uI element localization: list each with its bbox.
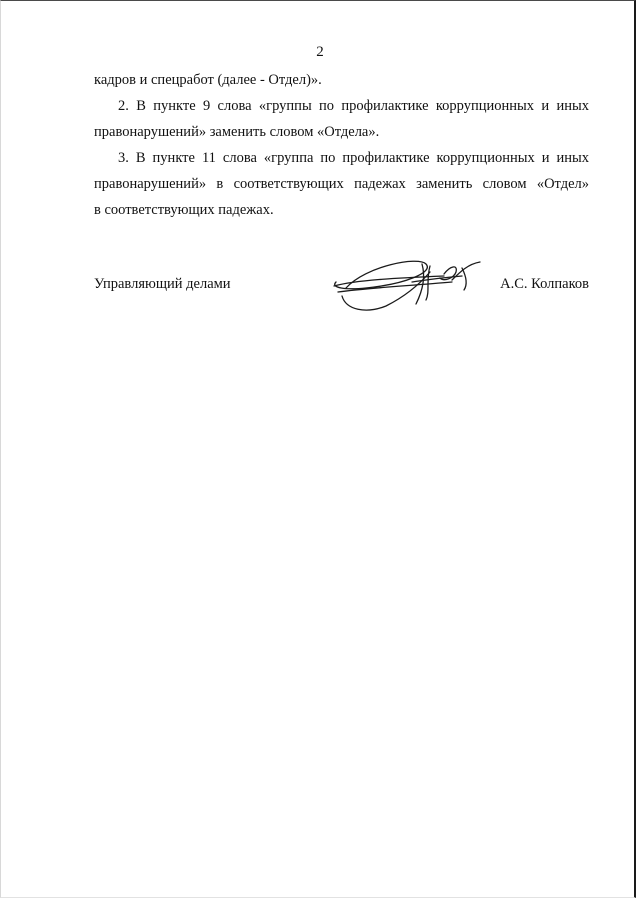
text-line: правонарушений» заменить словом «Отдела».	[94, 124, 380, 140]
signer-position: Управляющий делами	[94, 276, 231, 292]
item-2-continuation	[94, 119, 589, 145]
item-2-paragraph	[94, 93, 589, 119]
signature-block	[94, 276, 589, 296]
text-line: в соответствующих падежах.	[94, 202, 274, 218]
page-number: 2	[316, 44, 324, 60]
item-3-continuation	[94, 171, 589, 223]
continuation-paragraph	[94, 67, 589, 93]
text-line: правонарушений» в соответствующих падежах заменить словом «Отдел»	[94, 176, 589, 192]
handwritten-signature	[326, 258, 486, 318]
document-body	[94, 67, 589, 223]
text-line: 3. В пункте 11 слова «группа по профилактике коррупционных и иных	[118, 150, 589, 166]
text-line: 2. В пункте 9 слова «группы по профилактике коррупционных и иных	[118, 98, 589, 114]
signer-name: А.С. Колпаков	[500, 276, 589, 292]
text-line: кадров и спецработ (далее - Отдел)».	[94, 72, 322, 88]
item-3-paragraph	[94, 145, 589, 171]
